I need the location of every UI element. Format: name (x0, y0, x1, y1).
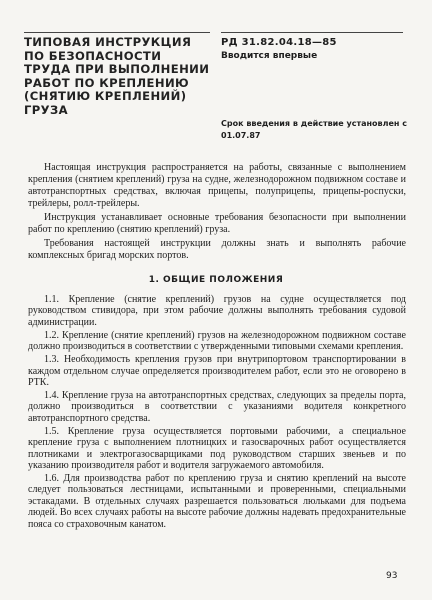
clause-paragraph: 1.6. Для производства работ по креплению груза и снятию креплений на высоте следует пользоваться лестницами, испытанными и проверенными, специальными эстакадами. В отдельных случаях разрешается пользоваться люльками для подъема людей. Во всех случаях работы на высоте рабочие должны надевать предохранительные пояса со страховочным канатом. (28, 473, 406, 530)
clause-paragraph: 1.1. Крепление (снятие креплений) грузов на судне осуществляется под руководством стивидора, при этом рабочие должны выполнять требования судовой администрации. (28, 294, 406, 328)
intro-paragraph: Требования настоящей инструкции должны знать и выполнять рабочие комплексных бригад морских портов. (28, 238, 406, 261)
doc-meta (221, 36, 407, 62)
section-heading: 1. ОБЩИЕ ПОЛОЖЕНИЯ (148, 275, 284, 285)
clause-paragraph: 1.2. Крепление (снятие креплений) грузов на железнодорожном подвижном составе должно производиться в соответствии с утвержденными типовыми схемами крепления. (28, 329, 406, 353)
title-divider (24, 32, 210, 33)
doc-code-divider (221, 32, 403, 33)
document-title: ТИПОВАЯ ИНСТРУКЦИЯ ПО БЕЗОПАСНОСТИ ТРУДА ПРИ ВЫПОЛНЕНИИ РАБОТ ПО КРЕПЛЕНИЮ (СНЯТИЮ КРЕПЛЕНИЙ) ГРУЗА (24, 35, 210, 117)
intro-paragraph: Инструкция устанавливает основные требования безопасности при выполнении работ по креплению (снятию креплений) груза. (28, 212, 406, 235)
clause-paragraph: 1.5. Крепление груза осуществляется портовыми рабочими, а специальное крепление груза с выполнением плотницких и газосварочных работ осуществляется плотниками и электрогазосварщиками под руководством старших звеньев и по указанию производителя работ и водителя загружаемого автомобиля. (28, 425, 406, 472)
effective-date-note: Срок введения в действие установлен с 01.07.87 (221, 119, 407, 140)
intro-text (28, 162, 406, 264)
clause-paragraph: 1.3. Необходимость крепления грузов при внутрипортовом транспортировании в каждом отдельном случае определяется производителем работ, если это не оговорено в РТК. (28, 354, 406, 389)
introduced-note: Вводится впервые (221, 51, 318, 61)
document-code: РД 31.82.04.18—85 (221, 37, 337, 48)
page-number: 93 (386, 571, 398, 581)
section-body (28, 294, 406, 532)
title-block (24, 36, 210, 118)
intro-paragraph: Настоящая инструкция распространяется на работы, связанные с выполнением крепления (снятием креплений) груза на судне, железнодорожном подвижном составе и автотранспортных средствах, включая прицепы, полуприцепы, прицепы-роспуски, трейлеры, ролл-трейлеры. (28, 162, 406, 209)
clause-paragraph: 1.4. Крепление груза на автотранспортных средствах, следующих за пределы порта, должно производиться в соответствии с указаниями водителя конкретного автотранспортного средства. (28, 390, 406, 424)
